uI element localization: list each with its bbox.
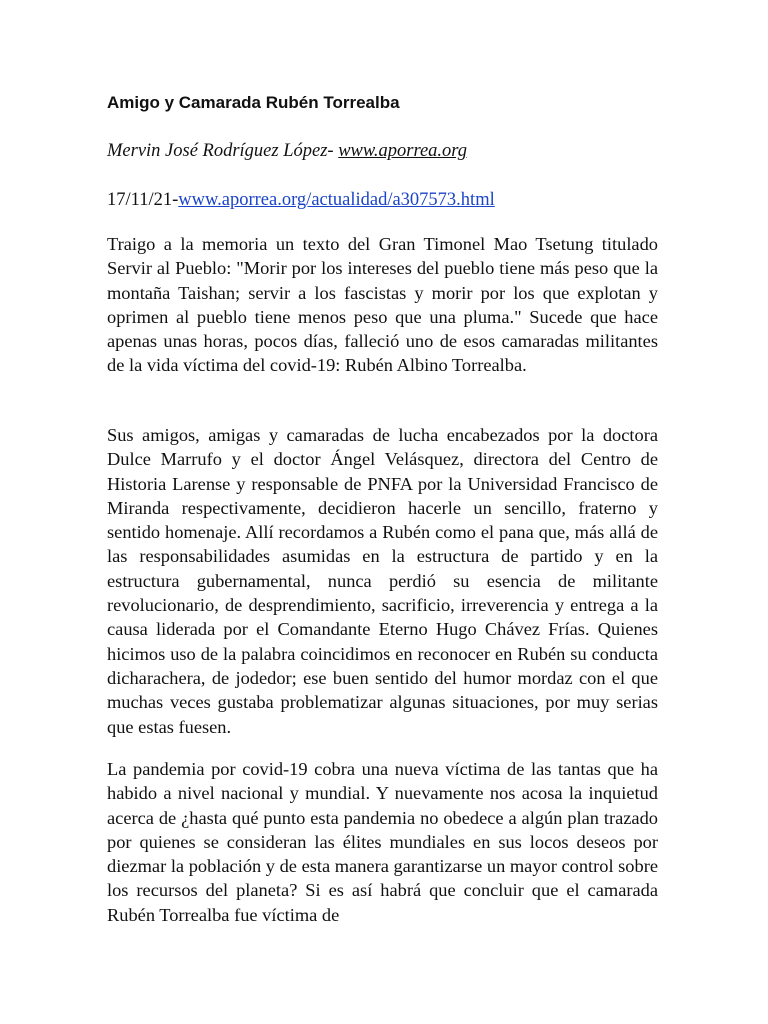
publish-date: 17/11/21- xyxy=(107,190,179,210)
article-title: Amigo y Camarada Rubén Torrealba xyxy=(107,93,400,112)
source-url-link[interactable]: www.aporrea.org/actualidad/a307573.html xyxy=(178,190,495,210)
paragraph: Traigo a la memoria un texto del Gran Timonel Mao Tsetung titulado Servir al Pueblo: "Morir por los intereses del pueblo tiene más peso que la montaña Taishan; servir a los fascistas y morir por los que explotan y oprimen al pueblo tiene menos peso que una pluma." Sucede que hace apenas unas horas, pocos días, falleció uno de esos camaradas militantes de la vida víctima del covid-19: Rubén Albino Torrealba. xyxy=(107,234,658,376)
author-line xyxy=(107,139,467,163)
author-site-link[interactable]: www.aporrea.org xyxy=(338,141,468,161)
author-name: Mervin José Rodríguez López- xyxy=(107,141,339,161)
date-line xyxy=(107,188,495,212)
paragraph: Sus amigos, amigas y camaradas de lucha encabezados por la doctora Dulce Marrufo y el doctor Ángel Velásquez, directora del Centro de Historia Larense y responsable de PNFA por la Universidad Francisco de Miranda respectivamente, decidieron hacerle un sencillo, fraterno y sentido homenaje. Allí recordamos a Rubén como el pana que, más allá de las responsabilidades asumidas en la estructura de partido y en la estructura gubernamental, nunca perdió su esencia de militante revolucionario, de desprendimiento, sacrificio, irreverencia y entrega a la causa liderada por el Comandante Eterno Hugo Chávez Frías. Quienes hicimos uso de la palabra coincidimos en reconocer en Rubén su conducta dicharachera, de jodedor; ese buen sentido del humor mordaz con el que muchas veces gustaba problematizar algunas situaciones, por muy serias que estas fuesen. xyxy=(107,425,658,737)
paragraph: La pandemia por covid-19 cobra una nueva víctima de las tantas que ha habido a nivel nacional y mundial. Y nuevamente nos acosa la inquietud acerca de ¿hasta qué punto esta pandemia no obedece a algún plan trazado por quienes se consideran las élites mundiales en sus locos deseos por diezmar la población y de esta manera garantizarse un mayor control sobre los recursos del planeta? Si es así habrá que concluir que el camarada Rubén Torrealba fue víctima de xyxy=(107,759,658,925)
